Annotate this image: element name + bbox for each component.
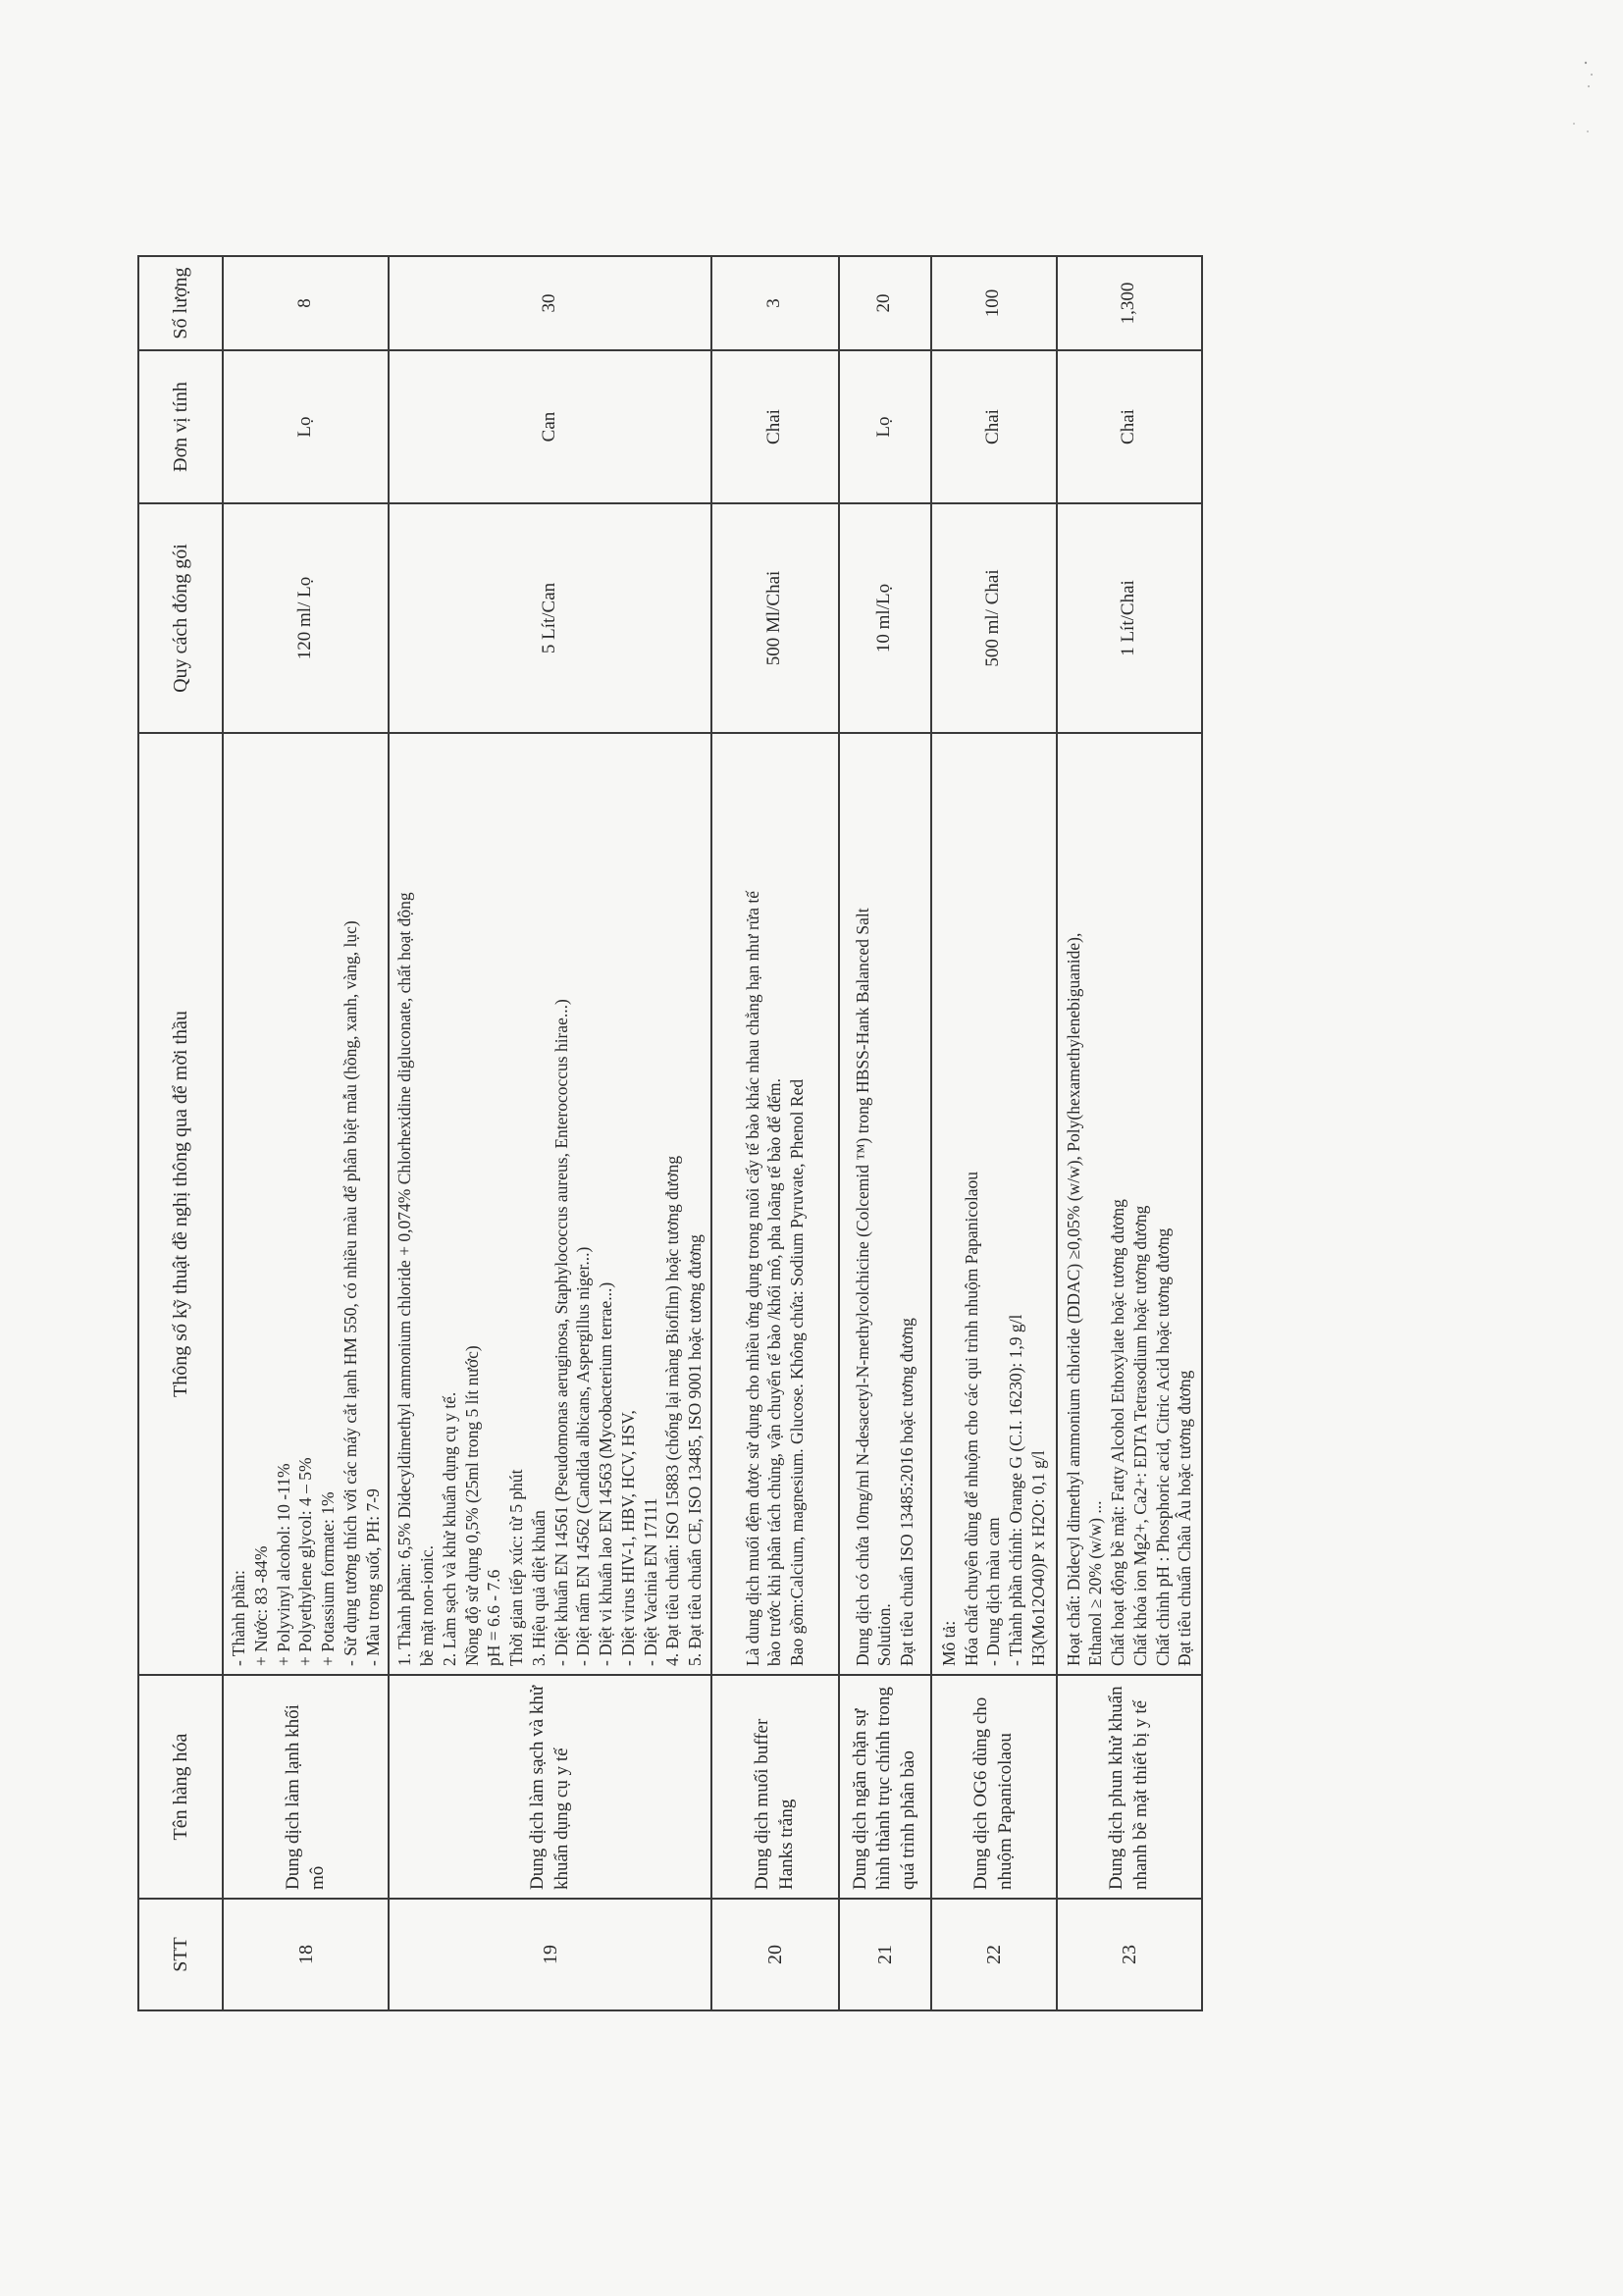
row-stt: 22 xyxy=(931,1899,1057,2010)
spec-line: - Diệt virus HIV-1, HBV, HCV, HSV, xyxy=(617,1410,638,1666)
row-qty: 3 xyxy=(711,256,839,350)
row-name: Dung dịch muối buffer Hanks trắng xyxy=(711,1675,839,1899)
spec-line: - Thành phần: xyxy=(229,1570,248,1666)
spec-line: - Sử dụng tương thích với các máy cắt lạnh HM 550, có nhiều màu để phân biệt mẫu (hồng, xanh, vàng, lục) xyxy=(340,920,360,1666)
spec-line: Là dung dịch muối đệm được sử dụng cho nhiều ứng dụng trong nuôi cấy tế bào khác nhau chẳng hạn như rửa tế xyxy=(742,890,762,1666)
row-name: Dung dịch làm sạch và khử khuẩn dụng cụ y tế xyxy=(389,1675,711,1899)
row-unit: Can xyxy=(389,350,711,503)
header-stt: STT xyxy=(138,1899,223,2010)
header-spec: Thông số kỹ thuật đề nghị thông qua để mời thầu xyxy=(138,733,223,1675)
row-stt: 19 xyxy=(389,1899,711,2010)
spec-line: Chất chỉnh pH : Phosphoric acid, Citric Acid hoặc tương đương xyxy=(1152,1227,1173,1666)
spec-line: Ethanol ≥ 20% (w/w) ... xyxy=(1085,1500,1106,1666)
row-qty: 30 xyxy=(389,256,711,350)
header-name: Tên hàng hóa xyxy=(138,1675,223,1899)
row-qty: 20 xyxy=(839,256,931,350)
spec-line: - Diệt nấm EN 14562 (Candida albicans, Aspergillus niger...) xyxy=(573,1246,594,1666)
row-pack: 5 Lít/Can xyxy=(389,503,711,733)
spec-line: Chất hoạt động bề mặt: Fatty Alcohol Ethoxylate hoặc tương đương xyxy=(1108,1199,1127,1666)
row-spec xyxy=(839,733,931,1675)
spec-line: Đạt tiêu chuẩn Châu Âu hoặc tương đương xyxy=(1175,1370,1195,1666)
spec-line: + Potassium formate: 1% xyxy=(318,1491,338,1666)
spec-line: Thời gian tiếp xúc: từ 5 phút xyxy=(506,1469,526,1666)
spec-line: pH = 6.6 - 7.6 xyxy=(484,1569,504,1666)
row-unit: Lọ xyxy=(223,350,389,503)
table-row xyxy=(711,256,839,2010)
row-qty: 1,300 xyxy=(1057,256,1202,350)
row-qty: 100 xyxy=(931,256,1057,350)
table-row xyxy=(931,256,1057,2010)
table-header-row xyxy=(138,256,223,2010)
row-unit: Lọ xyxy=(839,350,931,503)
row-stt: 20 xyxy=(711,1899,839,2010)
spec-line: - Diệt Vacinia EN 17111 xyxy=(640,1497,660,1666)
spec-line: Solution. xyxy=(874,1603,895,1666)
row-spec xyxy=(1057,733,1202,1675)
row-name: Dung dịch ngăn chặn sự hình thành trục chính trong quá trình phân bào xyxy=(839,1675,931,1899)
row-stt: 23 xyxy=(1057,1899,1202,2010)
spec-line: Hoạt chất: Didecyl dimethyl ammonium chloride (DDAC) ≥0,05% (w/w), Poly(hexamethylenebiguanide), xyxy=(1063,932,1083,1666)
spec-line: - Dung dịch màu cam xyxy=(983,1517,1004,1666)
row-spec xyxy=(223,733,389,1675)
spec-line: + Nước: 83 -84% xyxy=(250,1545,271,1666)
spec-line: Dung dịch có chứa 10mg/ml N-desacetyl-N-methylcolchicine (Colcemid ™) trong HBSS-Hank Balanced Salt xyxy=(852,908,872,1666)
row-qty: 8 xyxy=(223,256,389,350)
spec-line: 2. Làm sạch và khử khuẩn dụng cụ y tế. xyxy=(439,1391,459,1666)
spec-line: - Màu trong suốt, PH: 7-9 xyxy=(362,1488,383,1666)
row-pack: 120 ml/ Lọ xyxy=(223,503,389,733)
row-pack: 10 ml/Lọ xyxy=(839,503,931,733)
row-stt: 21 xyxy=(839,1899,931,2010)
specification-table xyxy=(137,255,1203,2011)
spec-line: 5. Đạt tiêu chuẩn CE, ISO 13485, ISO 9001 hoặc tương đương xyxy=(685,1234,705,1666)
table-row xyxy=(839,256,931,2010)
header-pack: Quy cách đóng gói xyxy=(138,503,223,733)
table-row xyxy=(1057,256,1202,2010)
spec-line: Bao gồm:Calcium, magnesium. Glucose. Không chứa: Sodium Pyruvate, Phenol Red xyxy=(787,1078,808,1666)
row-pack: 1 Lít/Chai xyxy=(1057,503,1202,733)
spec-line: Chất khóa ion Mg2+, Ca2+: EDTA Tetrasodium hoặc tương đương xyxy=(1129,1205,1150,1666)
spec-line: - Diệt khuẩn EN 14561 (Pseudomonas aeruginosa, Staphylococcus aureus, Enterococcus hirae...) xyxy=(550,999,571,1666)
spec-line: Nồng độ sử dụng 0,5% (25ml trong 5 lít nước) xyxy=(461,1345,482,1666)
spec-line: - Thành phần chính: Orange G (C.I. 16230): 1,9 g/l xyxy=(1006,1314,1026,1666)
row-stt: 18 xyxy=(223,1899,389,2010)
spec-line: bề mặt non-ionic. xyxy=(417,1545,437,1666)
spec-line: - Diệt vi khuẩn lao EN 14563 (Mycobacterium terrae...) xyxy=(596,1281,615,1666)
spec-line: Mô tả: xyxy=(938,1620,959,1666)
row-pack: 500 Ml/Chai xyxy=(711,503,839,733)
spec-line: 1. Thành phần: 6,5% Didecyldimethyl ammonium chloride + 0,074% Chlorhexidine digluconate, chất hoạt động xyxy=(394,892,415,1666)
row-pack: 500 ml/ Chai xyxy=(931,503,1057,733)
spec-line: H3(Mo12O40)P x H2O: 0,1 g/l xyxy=(1027,1450,1048,1666)
spec-line: Đạt tiêu chuẩn ISO 13485:2016 hoặc tương đương xyxy=(897,1318,917,1666)
row-name: Dung dịch OG6 dùng cho nhuộm Papanicolaou xyxy=(931,1675,1057,1899)
row-spec xyxy=(711,733,839,1675)
row-unit: Chai xyxy=(711,350,839,503)
table-row xyxy=(389,256,711,2010)
table-row xyxy=(223,256,389,2010)
spec-line: + Polyvinyl alcohol: 10 -11% xyxy=(273,1463,293,1666)
row-spec xyxy=(931,733,1057,1675)
row-spec xyxy=(389,733,711,1675)
spec-line: + Polyethylene glycol: 4 – 5% xyxy=(295,1457,316,1666)
spec-line: 3. Hiệu quả diệt khuẩn xyxy=(528,1510,549,1666)
spec-line: Hóa chất chuyên dùng để nhuộm cho các qui trình nhuộm Papanicolaou xyxy=(961,1172,981,1666)
row-name: Dung dịch phun khử khuẩn nhanh bề mặt thiết bị y tế xyxy=(1057,1675,1202,1899)
spec-line: bào trước khi phân tách chủng, vận chuyển tế bào /khối mô, pha loãng tế bào để đếm. xyxy=(764,1078,785,1666)
header-qty: Số lượng xyxy=(138,256,223,350)
row-name: Dung dịch làm lạnh khối mô xyxy=(223,1675,389,1899)
row-unit: Chai xyxy=(1057,350,1202,503)
header-unit: Đơn vị tính xyxy=(138,350,223,503)
row-unit: Chai xyxy=(931,350,1057,503)
spec-line: 4. Đạt tiêu chuẩn: ISO 15883 (chống lại màng Biofilm) hoặc tương đương xyxy=(662,1155,683,1666)
